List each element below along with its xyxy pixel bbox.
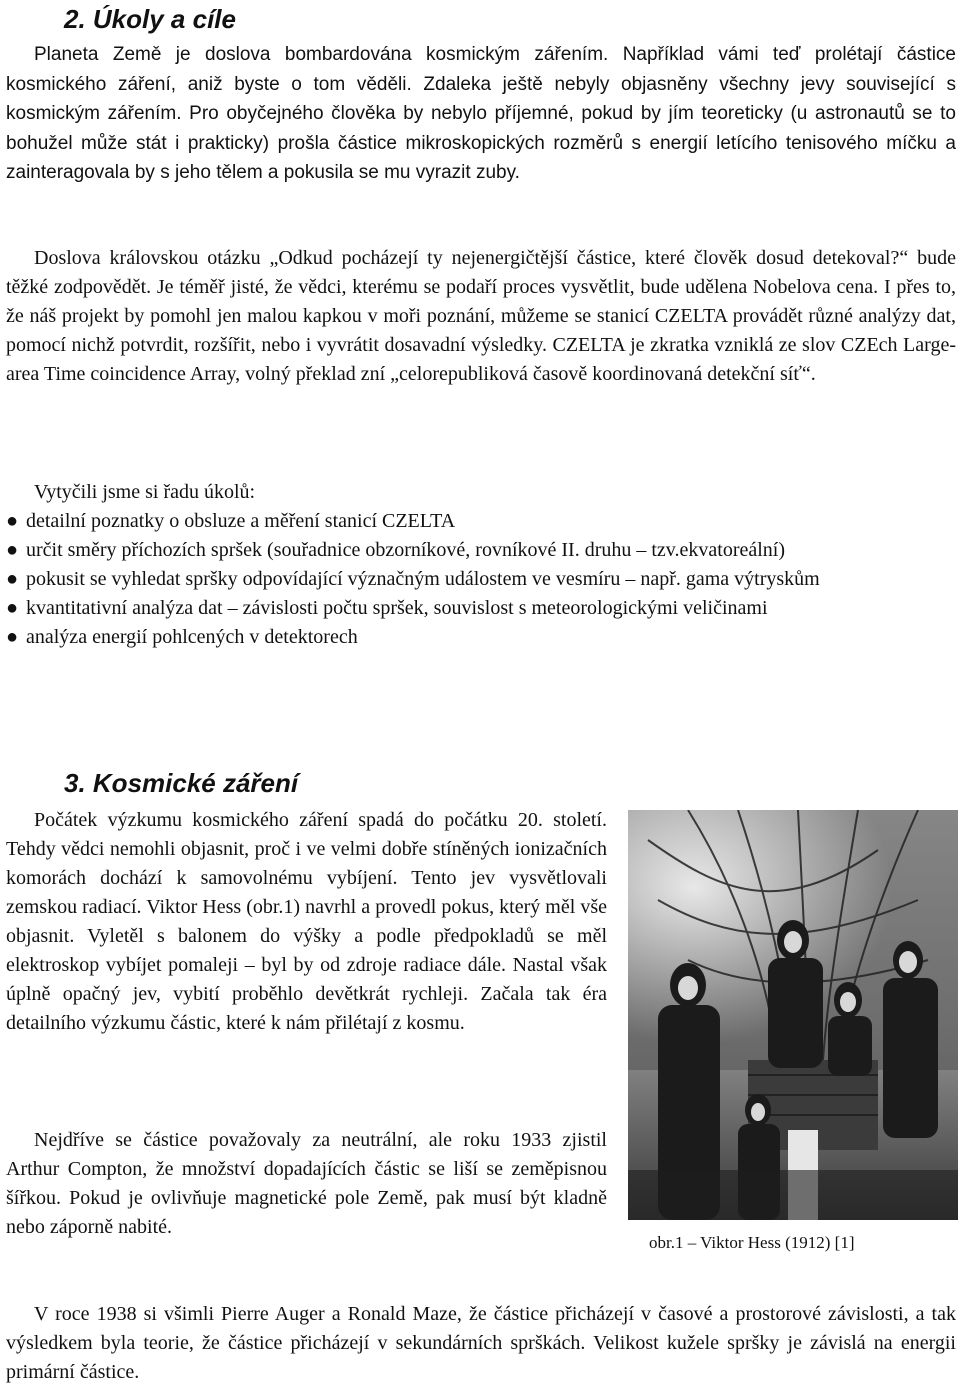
- paragraph-compton: Nejdříve se částice považovaly za neutrální, ale roku 1933 zjistil Arthur Compton, že množství dopadajících částic se liší se zeměpisnou šířkou. Pokud je ovlivňuje magnetické pole Země, pak musí být kladně nebo záporně nabité.: [6, 1129, 607, 1238]
- list-item: [6, 507, 936, 536]
- bullet-icon: ●: [6, 597, 19, 619]
- section-heading-goals: 2. Úkoly a cíle: [64, 4, 236, 34]
- task-text: analýza energií pohlcených v detektorech: [26, 626, 358, 648]
- task-text: detailní poznatky o obsluze a měření stanicí CZELTA: [26, 510, 456, 532]
- bullet-icon: ●: [6, 568, 19, 590]
- task-text: kvantitativní analýza dat – závislosti počtu spršek, souvislost s meteorologickými veličinami: [26, 597, 768, 619]
- task-text: určit směry příchozích spršek (souřadnice obzorníkové, rovníkové II. druhu – tzv.ekvatoreální): [26, 539, 786, 561]
- tasks-intro: Vytyčili jsme si řadu úkolů:: [34, 481, 256, 503]
- figure-caption: obr.1 – Viktor Hess (1912) [1]: [649, 1233, 855, 1252]
- list-item: [6, 536, 936, 565]
- paragraph-royal-question: Doslova královskou otázku „Odkud pocházejí ty nejenergičtější částice, které člověk dosud detekoval?“ bude těžké zodpovědět. Je téměř jisté, že vědci, kterému se podaří proces vysvětlit, bude udělena Nobelova cena. I přes to, že náš projekt by pomohl jen malou kapkou v moři poznání, můžeme se stanicí CZELTA provádět různé analýzy dat, pomocí nichž potvrdit, rozšířit, nebo i vyvrátit dosavadní výsledky. CZELTA je zkratka vzniklá ze slov CZEch Large-area Time coincidence Array, volný překlad zní „celorepubliková časově koordinovaná detekční síť“.: [6, 247, 956, 385]
- task-text: pokusit se vyhledat spršky odpovídající význačným událostem ve vesmíru – např. gama výtryskům: [26, 568, 820, 590]
- list-item: [6, 594, 936, 623]
- bullet-icon: ●: [6, 539, 19, 561]
- list-item: [6, 565, 936, 594]
- viktor-hess-photo: [628, 810, 958, 1220]
- paragraph-intro: Planeta Země je doslova bombardována kosmickým zářením. Například vámi teď prolétají částice kosmického záření, aniž byste o tom věděli. Zdaleka ještě nebyly objasněny všechny jevy související s kosmickým zářením. Pro obyčejného člověka by nebylo příjemné, pokud by jím teoreticky (u astronautů se to bohužel může stát i prakticky) prošla částice mikroskopických rozměrů s energií letícího tenisového míčku a zainteragovala by s jeho tělem a pokusila se mu vyrazit zuby.: [6, 44, 956, 183]
- section-heading-cosmic-rays: 3. Kosmické záření: [64, 768, 299, 798]
- paragraph-history: Počátek výzkumu kosmického záření spadá do počátku 20. století. Tehdy vědci nemohli objasnit, proč i ve velmi dobře stíněných ionizačních komorách dochází k samovolnému vybíjení. Tento jev vysvětlovali zemskou radiací. Viktor Hess (obr.1) navrhl a provedl pokus, který měl vše objasnit. Vyletěl s balonem do výšky a podle předpokladů se měl elektroskop vybíjet pomaleji – byl by od zdroje radiace dále. Nastal však úplně opačný jev, vybití proběhlo devětkrát rychleji. Začala tak éra detailního výzkumu částic, které k nám přilétají z kosmu.: [6, 809, 607, 1034]
- paragraph-auger: V roce 1938 si všimli Pierre Auger a Ronald Maze, že částice přicházejí v časové a prostorové závislosti, a tak výsledkem byla teorie, že částice přicházejí v sekundárních sprškách. Velikost kužele spršky je závislá na energii primární částice.: [6, 1303, 956, 1383]
- list-item: [6, 623, 936, 652]
- task-list: [6, 507, 936, 652]
- bullet-icon: ●: [6, 626, 19, 648]
- bullet-icon: ●: [6, 510, 19, 532]
